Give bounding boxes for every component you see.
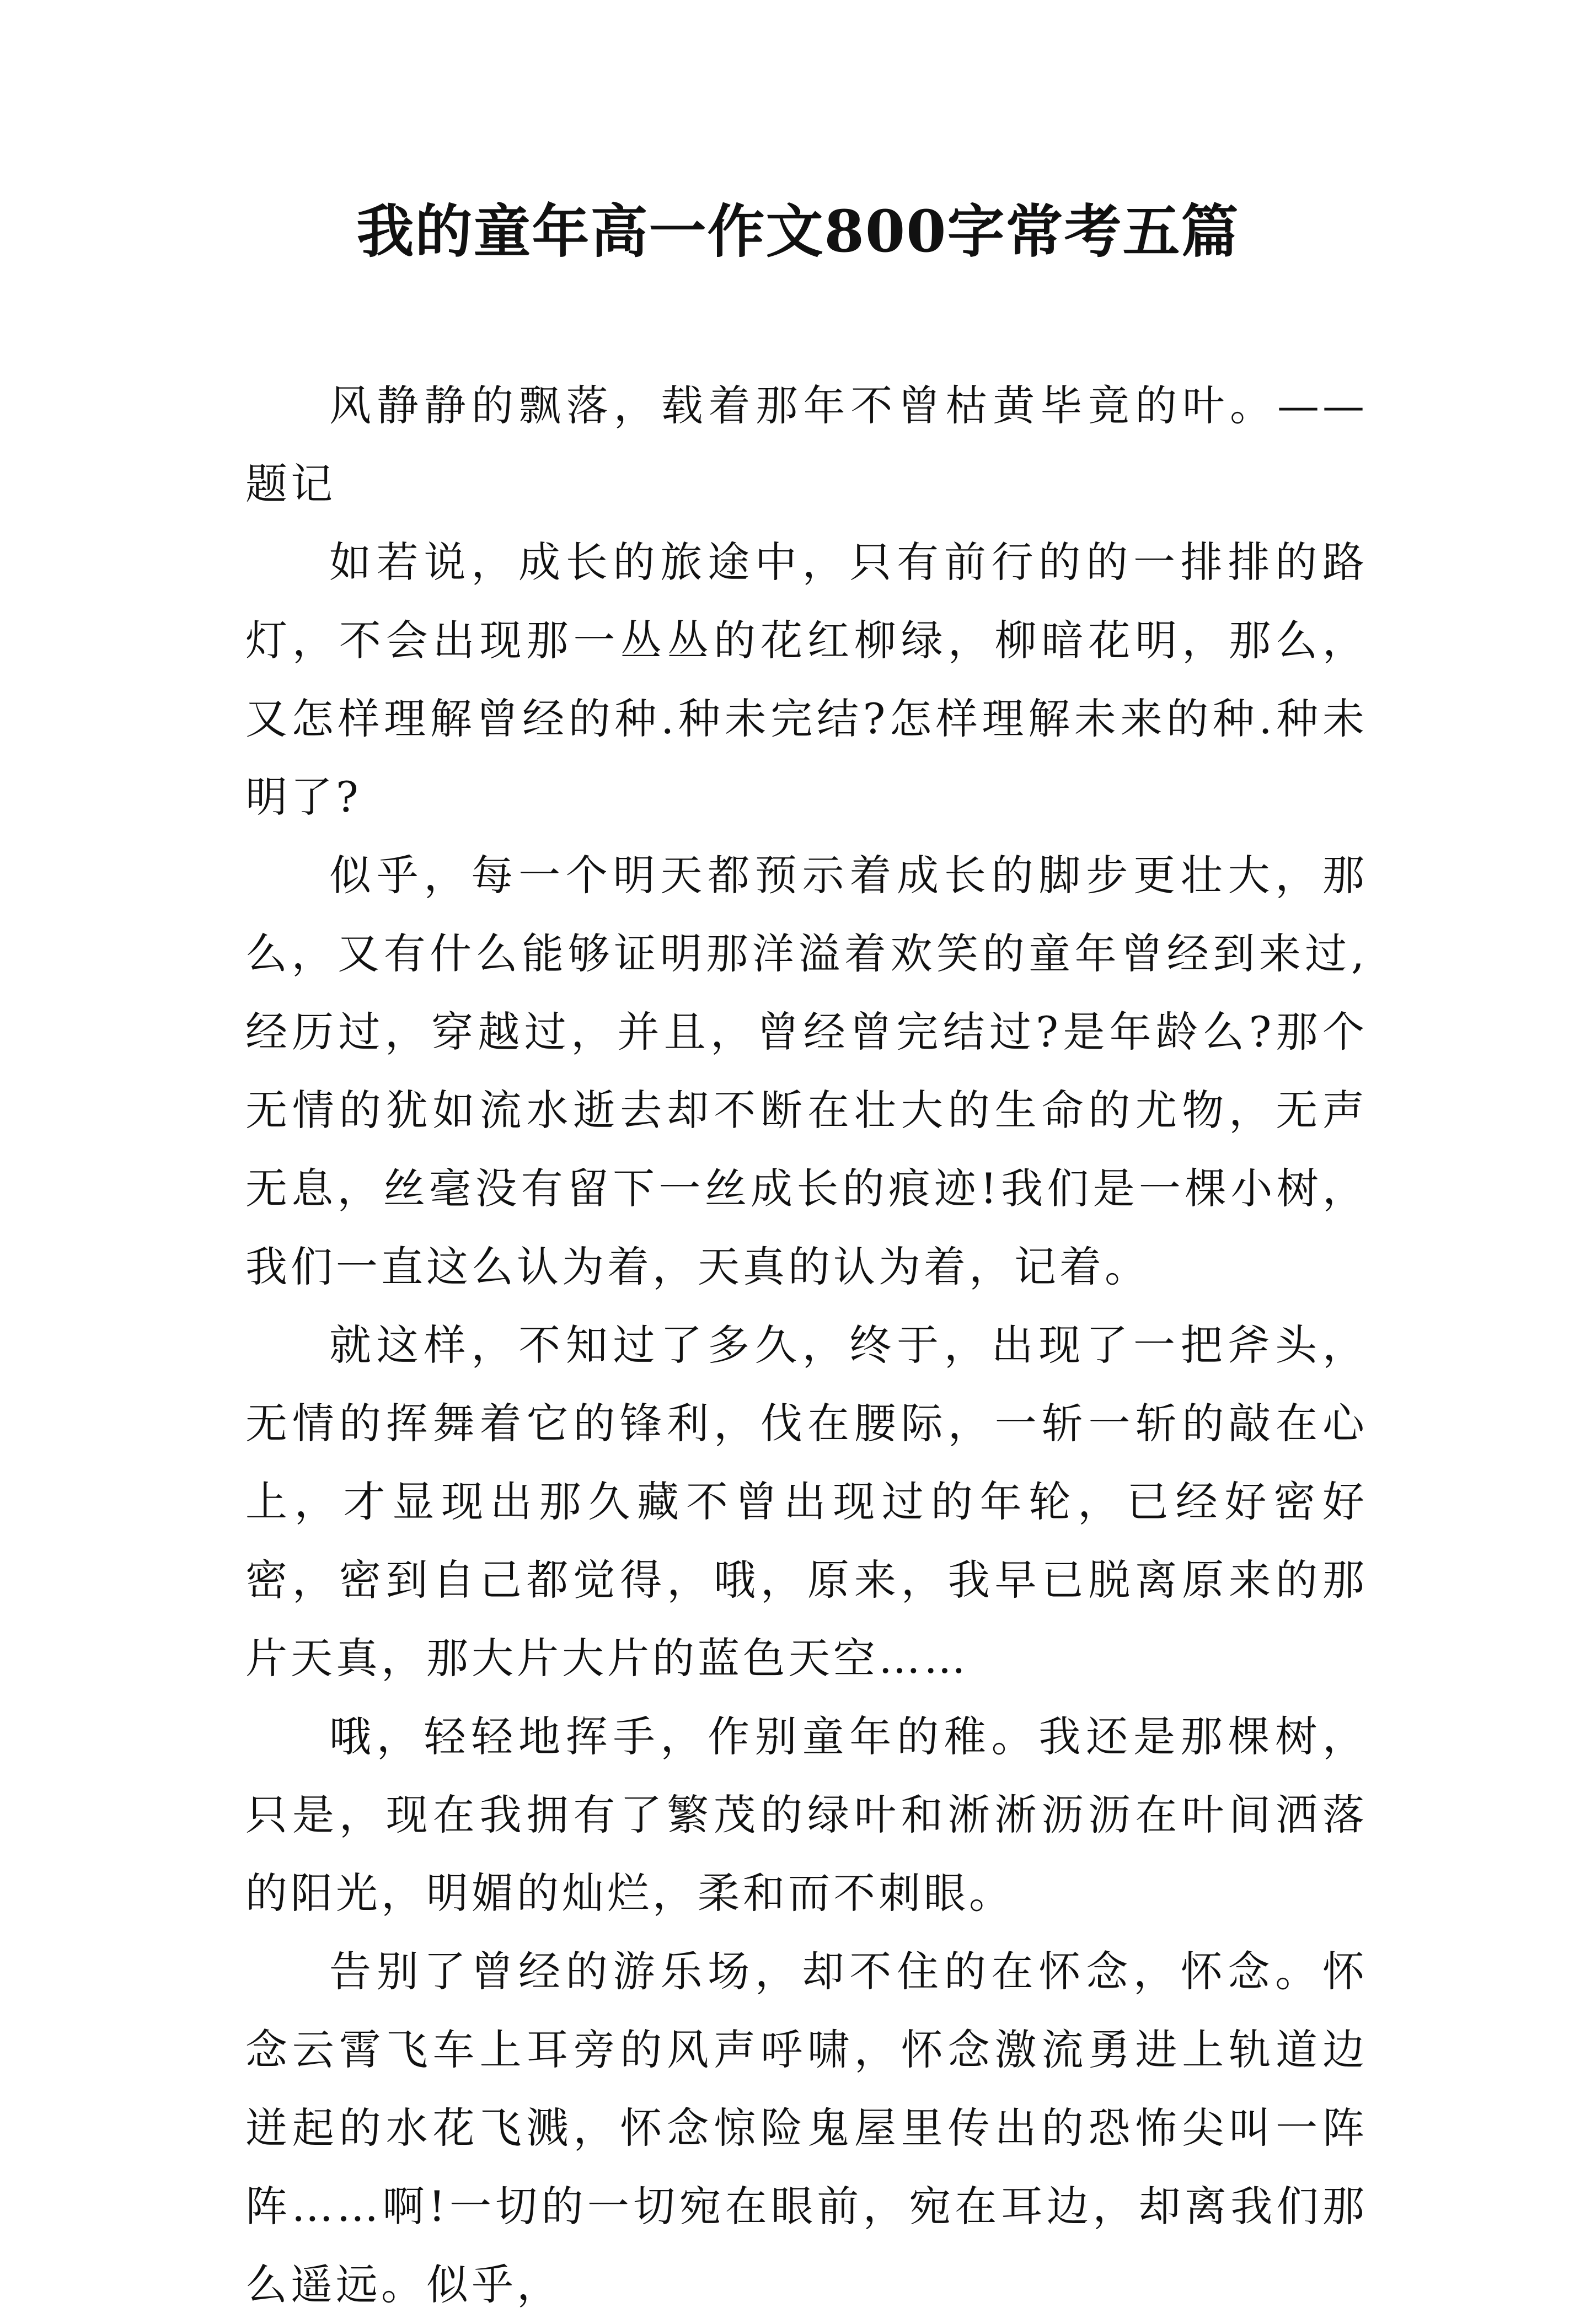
paragraph: 告别了曾经的游乐场，却不住的在怀念，怀念。怀念云霄飞车上耳旁的风声呼啸，怀念激流勇进上轨道边迸起的水花飞溅，怀念惊险鬼屋里传出的恐怖尖叫一阵阵……啊!一切的一切宛在眼前，宛在耳边，却离我们那么遥远。似乎， [245, 1947, 1368, 2309]
paragraph-epigraph: 风静静的飘落，载着那年不曾枯黄毕竟的叶。——题记 [245, 381, 1368, 508]
paragraph: 似乎，每一个明天都预示着成长的脚步更壮大，那么，又有什么能够证明那洋溢着欢笑的童年曾经到来过,经历过，穿越过，并且，曾经曾完结过?是年龄么?那个无情的犹如流水逝去却不断在壮大的生命的尤物，无声无息，丝毫没有留下一丝成长的痕迹!我们是一棵小树，我们一直这么认为着，天真的认为着，记着。 [245, 851, 1368, 1291]
document-title: 我的童年高一作文800字常考五篇 [356, 197, 1240, 265]
document-body [245, 367, 1368, 2324]
paragraph: 如若说，成长的旅途中，只有前行的的一排排的路灯，不会出现那一丛丛的花红柳绿，柳暗花明，那么，又怎样理解曾经的种.种未完结?怎样理解未来的种.种未明了? [245, 538, 1368, 822]
paragraph: 就这样，不知过了多久，终于，出现了一把斧头，无情的挥舞着它的锋利，伐在腰际，一斩一斩的敲在心上，才显现出那久藏不曾出现过的年轮，已经好密好密，密到自己都觉得，哦，原来，我早已脱离原来的那片天真，那大片大片的蓝色天空…… [245, 1321, 1368, 1683]
paragraph: 哦，轻轻地挥手，作别童年的稚。我还是那棵树，只是，现在我拥有了繁茂的绿叶和淅淅沥沥在叶间洒落的阳光，明媚的灿烂，柔和而不刺眼。 [245, 1712, 1368, 1918]
